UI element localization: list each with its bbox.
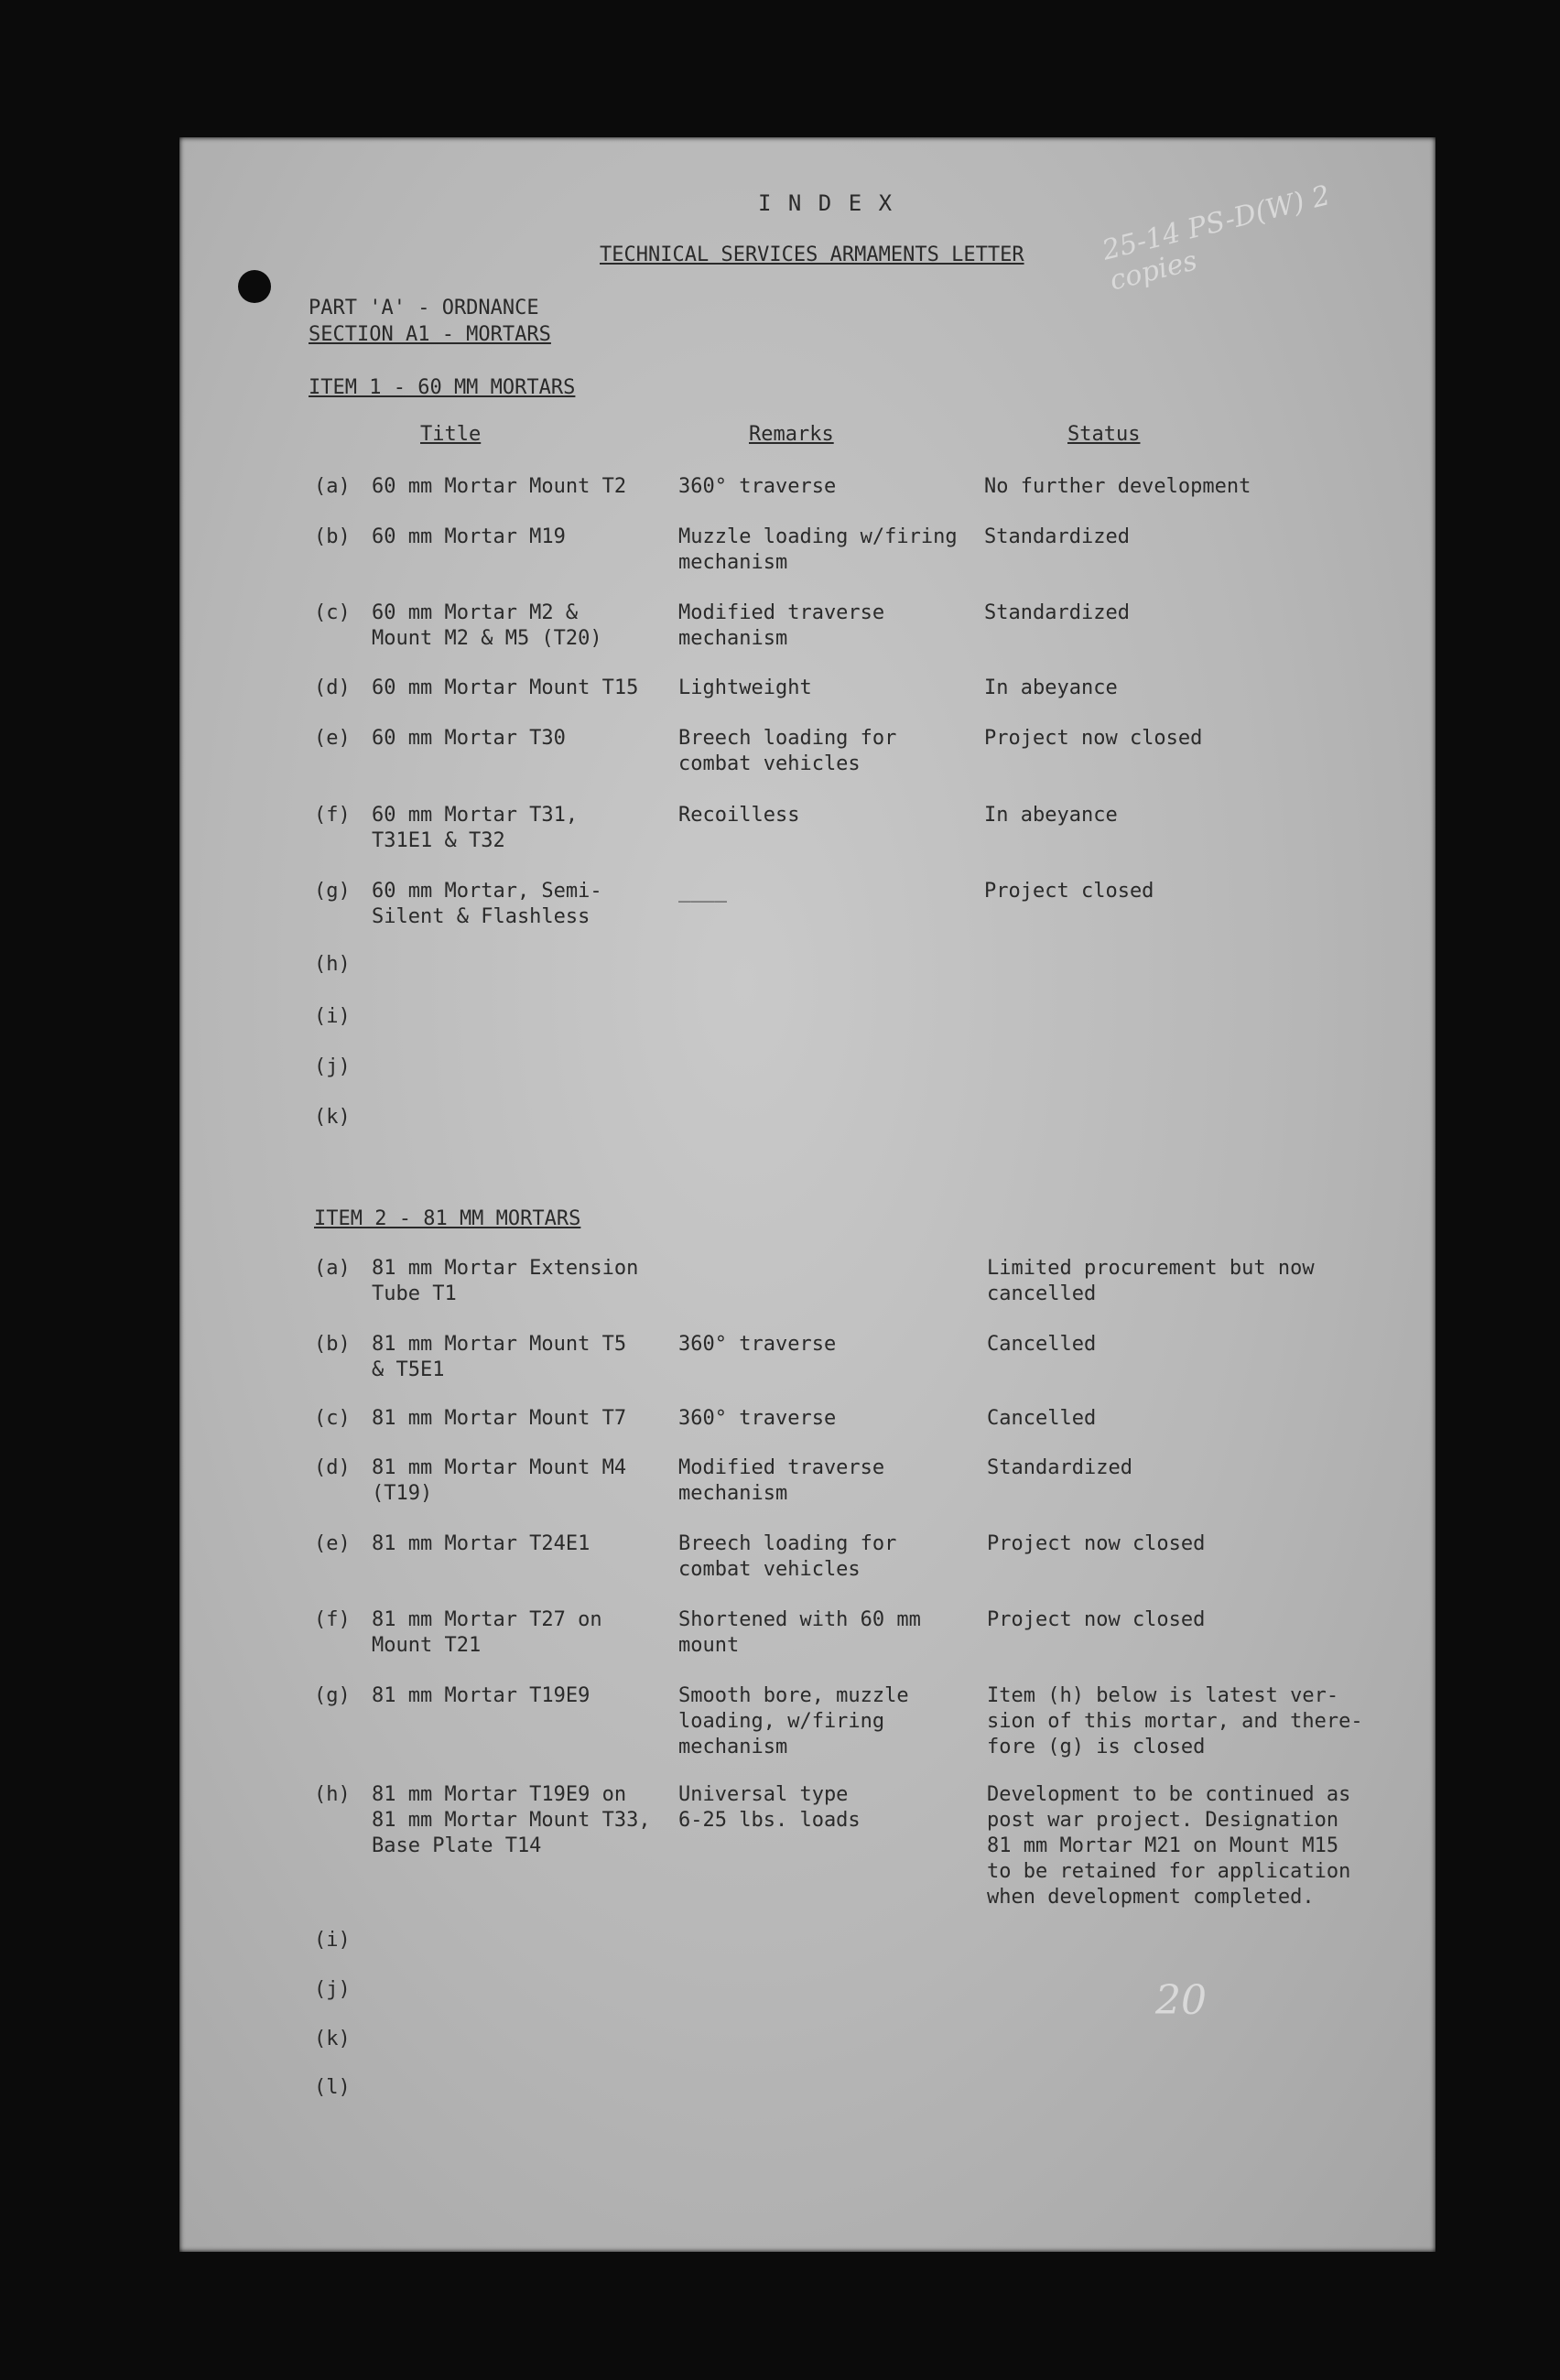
row-status: Project now closed [984,727,1203,750]
section-heading: SECTION A1 - MORTARS [309,323,551,346]
row-status: Standardized [984,601,1130,624]
row-title: 81 mm Mortar T27 on Mount T21 [372,1608,602,1657]
row-label: (a) [314,475,351,498]
row-title: 81 mm Mortar Mount T7 [372,1407,627,1430]
row-label: (j) [314,1978,351,2001]
row-remarks: Universal type 6-25 lbs. loads [678,1783,861,1832]
row-status: Cancelled [987,1407,1097,1430]
row-label: (h) [314,953,351,976]
row-remarks: Recoilless [678,804,800,827]
row-status: Project closed [984,880,1154,903]
row-label: (g) [314,880,351,903]
row-remarks: Smooth bore, muzzle loading, w/firing mechanism [678,1684,909,1758]
row-label: (l) [314,2076,351,2099]
row-title: 60 mm Mortar, Semi- Silent & Flashless [372,880,602,928]
row-label: (d) [314,676,351,699]
row-status: No further development [984,475,1251,498]
row-status: Cancelled [987,1333,1097,1356]
row-title: 60 mm Mortar T30 [372,727,566,750]
row-remarks: Breech loading for combat vehicles [678,1532,897,1581]
row-label: (f) [314,1608,351,1631]
document-page [179,137,1435,2252]
row-label: (g) [314,1684,351,1707]
row-remarks: Muzzle loading w/firing mechanism [678,525,958,574]
row-remarks: 360° traverse [678,1333,837,1356]
item2-heading: ITEM 2 - 81 MM MORTARS [314,1207,581,1230]
row-title: 60 mm Mortar M19 [372,525,566,548]
row-status: Development to be continued as post war project. Designation 81 mm Mortar M21 on Mount M15 to be retained for application when development completed. [987,1783,1351,1909]
row-label: (i) [314,1929,351,1952]
row-title: 81 mm Mortar T19E9 on 81 mm Mortar Mount T33, Base Plate T14 [372,1783,651,1857]
row-label: (d) [314,1456,351,1479]
handwritten-margin-note: 25-14 PS-D(W) 2 copies [1099,179,1334,298]
row-label: (j) [314,1055,351,1078]
row-status: Limited procurement but now cancelled [987,1257,1315,1305]
row-status: Project now closed [987,1532,1206,1555]
document-subtitle: TECHNICAL SERVICES ARMAMENTS LETTER [600,243,1024,266]
punch-hole [238,270,271,303]
row-remarks: Breech loading for combat vehicles [678,727,897,775]
row-title: 60 mm Mortar M2 & Mount M2 & M5 (T20) [372,601,602,650]
part-heading: PART 'A' - ORDNANCE [309,297,539,319]
row-label: (h) [314,1783,351,1806]
row-status: Item (h) below is latest ver- sion of this mortar, and there- fore (g) is closed [987,1684,1363,1758]
row-label: (b) [314,1333,351,1356]
row-label: (b) [314,525,351,548]
row-remarks: Shortened with 60 mm mount [678,1608,921,1657]
row-label: (c) [314,601,351,624]
row-label: (i) [314,1005,351,1028]
index-title: I N D E X [758,190,894,216]
column-header-remarks: Remarks [749,423,834,446]
column-header-title: Title [420,423,482,446]
row-remarks: 360° traverse [678,1407,837,1430]
row-title: 81 mm Mortar T24E1 [372,1532,590,1555]
row-title: 81 mm Mortar Extension Tube T1 [372,1257,639,1305]
row-remarks: Modified traverse mechanism [678,1456,885,1505]
item1-heading: ITEM 1 - 60 MM MORTARS [309,376,576,399]
row-remarks: Lightweight [678,676,812,699]
row-title: 60 mm Mortar Mount T2 [372,475,627,498]
row-status: In abeyance [984,676,1118,699]
row-title: 60 mm Mortar T31, T31E1 & T32 [372,804,579,852]
handwritten-page-number: 20 [1155,1977,1207,2024]
row-label: (e) [314,727,351,750]
row-title: 60 mm Mortar Mount T15 [372,676,639,699]
row-title: 81 mm Mortar Mount T5 & T5E1 [372,1333,627,1381]
row-label: (a) [314,1257,351,1280]
row-label: (e) [314,1532,351,1555]
row-title: 81 mm Mortar Mount M4 (T19) [372,1456,627,1505]
row-status: Project now closed [987,1608,1206,1631]
row-remarks: Modified traverse mechanism [678,601,885,650]
row-status: Standardized [987,1456,1132,1479]
row-label: (f) [314,804,351,827]
row-label: (k) [314,1106,351,1129]
row-label: (k) [314,2028,351,2050]
row-status: Standardized [984,525,1130,548]
row-status: In abeyance [984,804,1118,827]
row-remarks: ____ [678,880,727,903]
column-header-status: Status [1067,423,1141,446]
row-remarks: 360° traverse [678,475,837,498]
row-label: (c) [314,1407,351,1430]
row-title: 81 mm Mortar T19E9 [372,1684,590,1707]
